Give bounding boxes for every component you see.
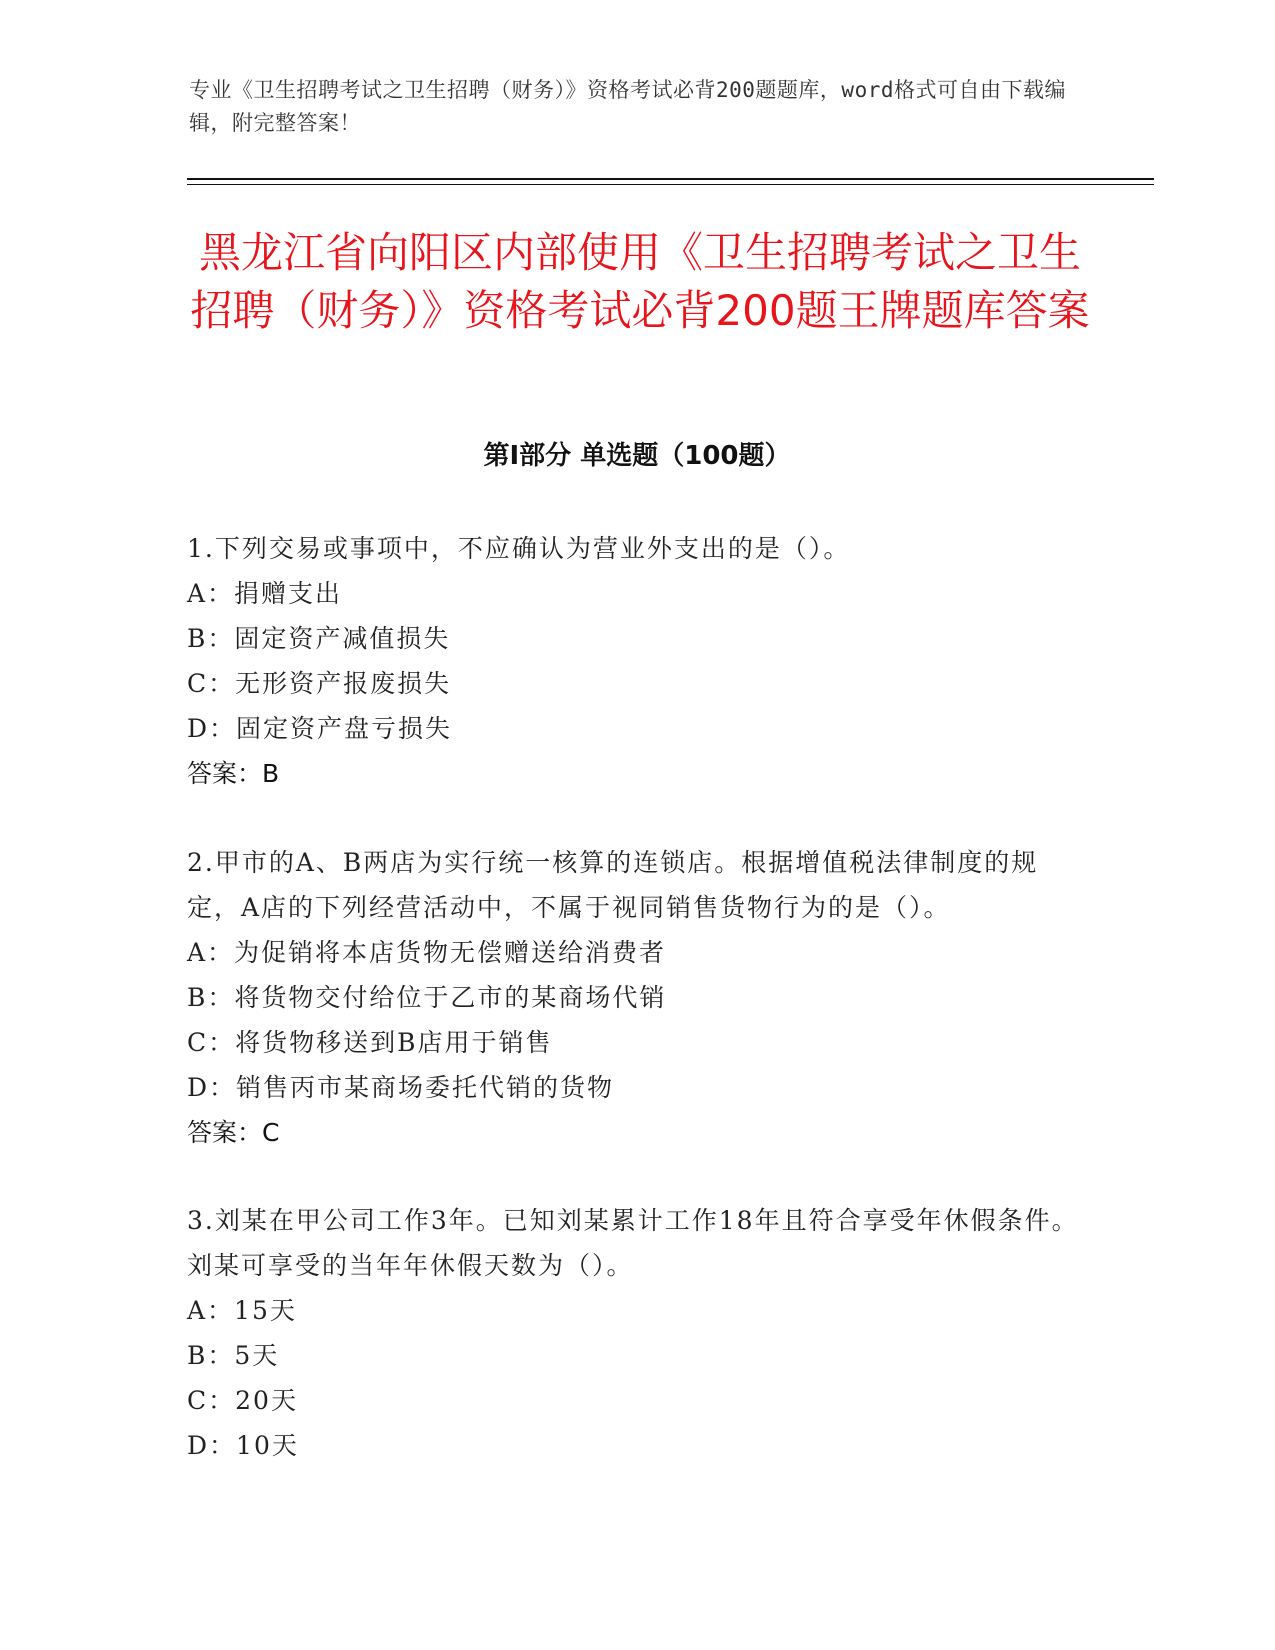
option-c: C：20天 [187, 1386, 298, 1415]
option-b: B：5天 [187, 1341, 280, 1370]
option-a: A：为促销将本店货物无偿赠送给消费者 [187, 938, 667, 967]
header-divider-thin [187, 184, 1154, 185]
header-divider-thick [187, 178, 1154, 180]
section-heading: 第Ⅰ部分 单选题（100题） [483, 441, 791, 471]
answer: 答案：C [187, 1118, 280, 1147]
option-c: C：将货物移送到B店用于销售 [187, 1028, 553, 1057]
answer: 答案：B [187, 759, 280, 788]
header-note: 专业《卫生招聘考试之卫生招聘（财务）》资格考试必背200题题库，word格式可自由下载编辑，附完整答案！ [189, 78, 1066, 135]
option-c: C：无形资产报废损失 [187, 669, 452, 698]
option-a: A：15天 [187, 1296, 297, 1325]
question-2 [187, 840, 1087, 1155]
option-d: D：销售丙市某商场委托代销的货物 [187, 1073, 615, 1102]
option-a: A：捐赠支出 [187, 579, 343, 608]
option-b: B：将货物交付给位于乙市的某商场代销 [187, 983, 667, 1012]
option-d: D：固定资产盘亏损失 [187, 714, 453, 743]
option-d: D：10天 [187, 1431, 299, 1460]
question-stem: 3.刘某在甲公司工作3年。已知刘某累计工作18年且符合享受年休假条件。刘某可享受的当年年休假天数为（）。 [187, 1206, 1079, 1280]
question-stem: 2.甲市的A、B两店为实行统一核算的连锁店。根据增值税法律制度的规定，A店的下列经营活动中，不属于视同销售货物行为的是（）。 [187, 848, 1039, 922]
question-3 [187, 1198, 1087, 1468]
question-stem: 1.下列交易或事项中，不应确认为营业外支出的是（）。 [187, 534, 851, 563]
option-b: B：固定资产减值损失 [187, 624, 451, 653]
document-title: 黑龙江省向阳区内部使用《卫生招聘考试之卫生招聘（财务）》资格考试必背200题王牌题库答案 [190, 228, 1090, 335]
question-1 [187, 526, 1087, 796]
